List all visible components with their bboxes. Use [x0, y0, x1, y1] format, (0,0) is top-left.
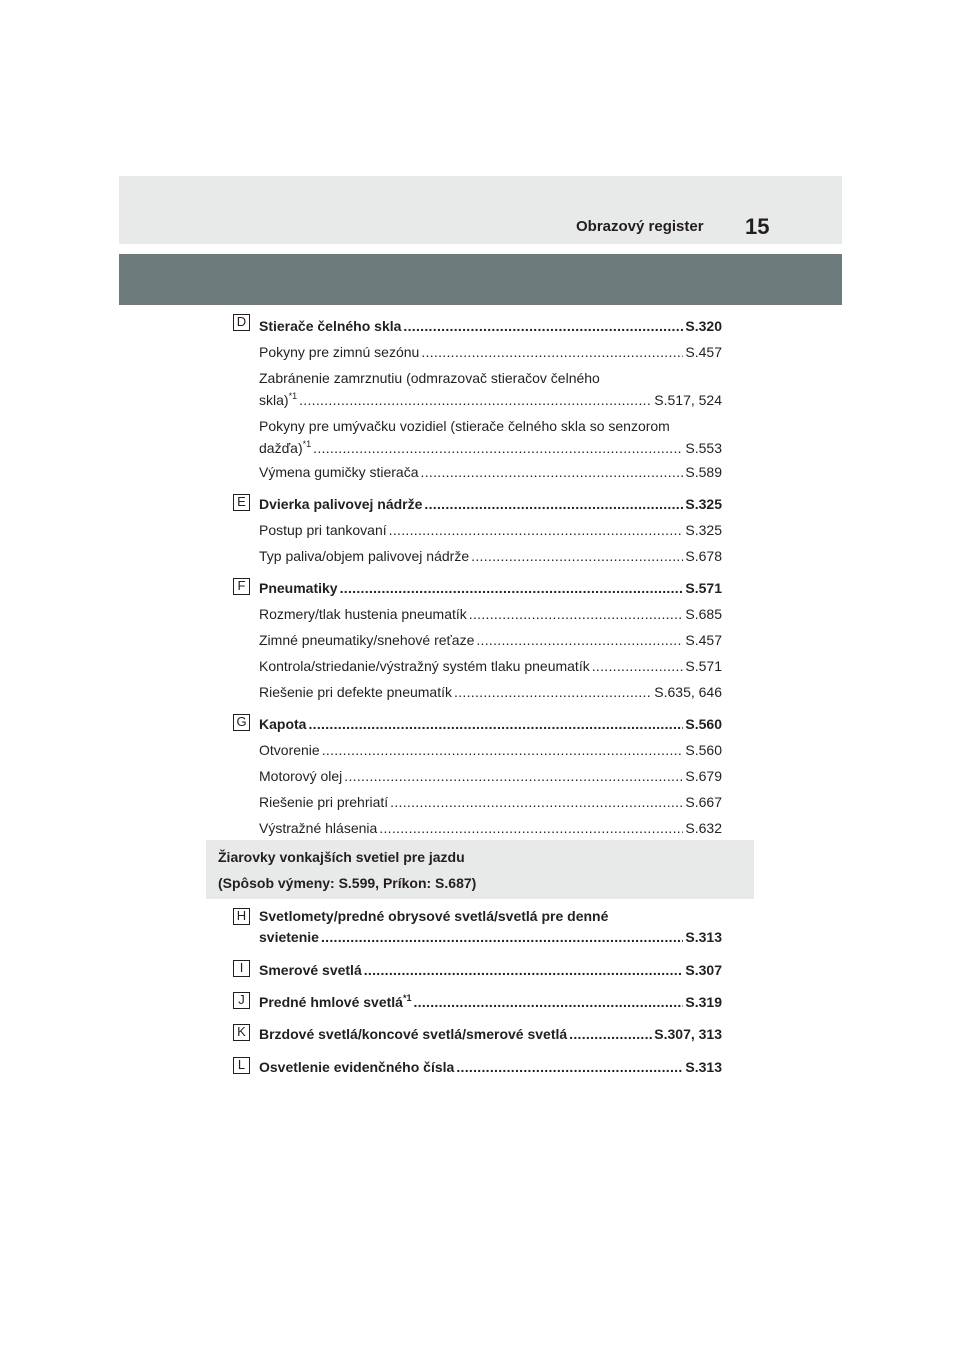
- index-entry-flat-tire[interactable]: [259, 682, 722, 702]
- callout-letter-i: I: [233, 960, 250, 977]
- entry-page[interactable]: S.325: [685, 496, 722, 512]
- entry-label: Riešenie pri defekte pneumatík: [259, 684, 452, 700]
- entry-label-cont: skla): [259, 392, 289, 408]
- index-entry-license-plate[interactable]: [259, 1057, 722, 1077]
- exterior-lights-title: Žiarovky vonkajších svetiel pre jazdu: [218, 849, 465, 865]
- index-entry-warnings[interactable]: [259, 818, 722, 838]
- entry-page[interactable]: S.307, 313: [654, 1026, 722, 1042]
- section-title: Obrazový register: [576, 218, 704, 235]
- index-entry-tpms[interactable]: [259, 656, 722, 676]
- entry-label: Kapota: [259, 716, 307, 732]
- callout-letter-l: L: [233, 1057, 250, 1074]
- entry-label: Zimné pneumatiky/snehové reťaze: [259, 632, 475, 648]
- index-entry-refuel[interactable]: [259, 520, 722, 540]
- entry-page[interactable]: S.517, 524: [654, 392, 722, 408]
- entry-label: Výmena gumičky stierača: [259, 464, 419, 480]
- entry-page[interactable]: S.457: [685, 632, 722, 648]
- index-entry-wiper-rubber[interactable]: [259, 462, 722, 482]
- entry-label: Kontrola/striedanie/výstražný systém tlaku pneumatík: [259, 658, 590, 674]
- entry-page[interactable]: S.307: [685, 962, 722, 978]
- entry-label: Brzdové svetlá/koncové svetlá/smerové svetlá: [259, 1026, 568, 1042]
- entry-label: Pokyny pre zimnú sezónu: [259, 344, 420, 360]
- index-entry-turn-signals[interactable]: [259, 960, 722, 980]
- callout-letter-e: E: [233, 494, 250, 511]
- index-entry-hood[interactable]: [259, 714, 722, 734]
- index-entry-winter-tires[interactable]: [259, 630, 722, 650]
- entry-label: Pokyny pre umývačku vozidiel (stierače čelného skla so senzorom: [259, 418, 670, 434]
- entry-label: Motorový olej: [259, 768, 343, 784]
- callout-letter-d: D: [233, 314, 250, 331]
- index-entry-carwash[interactable]: [259, 416, 722, 458]
- entry-page[interactable]: S.678: [685, 548, 722, 564]
- footnote-marker: *1: [302, 439, 312, 449]
- entry-label: Rozmery/tlak hustenia pneumatík: [259, 606, 467, 622]
- entry-label: Stierače čelného skla: [259, 318, 402, 334]
- exterior-lights-subtitle: (Spôsob výmeny: S.599, Príkon: S.687): [218, 875, 477, 891]
- entry-page[interactable]: S.632: [685, 820, 722, 836]
- footnote-marker: *1: [288, 391, 298, 401]
- entry-label: Zabránenie zamrznutiu (odmrazovač stieračov čelného: [259, 370, 600, 386]
- entry-page[interactable]: S.667: [685, 794, 722, 810]
- entry-page[interactable]: S.320: [685, 318, 722, 334]
- index-entry-opening[interactable]: [259, 740, 722, 760]
- header-band: [119, 254, 842, 305]
- index-entry-overheating[interactable]: [259, 792, 722, 812]
- entry-page[interactable]: S.635, 646: [654, 684, 722, 700]
- callout-letter-g: G: [233, 714, 250, 731]
- index-entry-fuel-door[interactable]: [259, 494, 722, 514]
- entry-page[interactable]: S.560: [685, 742, 722, 758]
- entry-page[interactable]: S.685: [685, 606, 722, 622]
- index-entry-tires[interactable]: [259, 578, 722, 598]
- entry-label: Dvierka palivovej nádrže: [259, 496, 423, 512]
- entry-label: Predné hmlové svetlá: [259, 994, 403, 1010]
- page-number: 15: [745, 214, 770, 239]
- index-entry-winter[interactable]: [259, 342, 722, 362]
- entry-page[interactable]: S.313: [685, 929, 722, 945]
- entry-page[interactable]: S.319: [685, 994, 722, 1010]
- callout-letter-f: F: [233, 578, 250, 595]
- footnote-marker: *1: [402, 993, 412, 1003]
- page-header: [119, 176, 842, 244]
- entry-label: Riešenie pri prehriatí: [259, 794, 389, 810]
- index-entry-deicer[interactable]: [259, 368, 722, 410]
- entry-label-cont: svietenie: [259, 929, 319, 945]
- entry-label: Svetlomety/predné obrysové svetlá/svetlá pre denné: [259, 908, 609, 924]
- entry-page[interactable]: S.553: [685, 440, 722, 456]
- index-entry-fuel-type[interactable]: [259, 546, 722, 566]
- entry-page[interactable]: S.571: [685, 658, 722, 674]
- entry-page[interactable]: S.313: [685, 1059, 722, 1075]
- index-entry-wipers[interactable]: [259, 316, 722, 336]
- entry-page[interactable]: S.589: [685, 464, 722, 480]
- entry-page[interactable]: S.457: [685, 344, 722, 360]
- entry-page[interactable]: S.679: [685, 768, 722, 784]
- entry-page[interactable]: S.325: [685, 522, 722, 538]
- entry-page[interactable]: S.571: [685, 580, 722, 596]
- entry-page[interactable]: S.560: [685, 716, 722, 732]
- index-entry-engine-oil[interactable]: [259, 766, 722, 786]
- entry-label: Výstražné hlásenia: [259, 820, 378, 836]
- entry-label: Typ paliva/objem palivovej nádrže: [259, 548, 470, 564]
- callout-letter-j: J: [233, 992, 250, 1009]
- callout-letter-k: K: [233, 1024, 250, 1041]
- entry-label: Osvetlenie evidenčného čísla: [259, 1059, 455, 1075]
- index-entry-brake-lights[interactable]: [259, 1024, 722, 1044]
- index-entry-tire-size[interactable]: [259, 604, 722, 624]
- entry-label: Otvorenie: [259, 742, 320, 758]
- index-entry-headlights[interactable]: [259, 906, 722, 947]
- entry-label: Pneumatiky: [259, 580, 338, 596]
- entry-label: Smerové svetlá: [259, 962, 362, 978]
- entry-label: Postup pri tankovaní: [259, 522, 387, 538]
- index-entry-fog-lights[interactable]: [259, 992, 722, 1012]
- entry-label-cont: dažďa): [259, 440, 303, 456]
- callout-letter-h: H: [233, 908, 250, 925]
